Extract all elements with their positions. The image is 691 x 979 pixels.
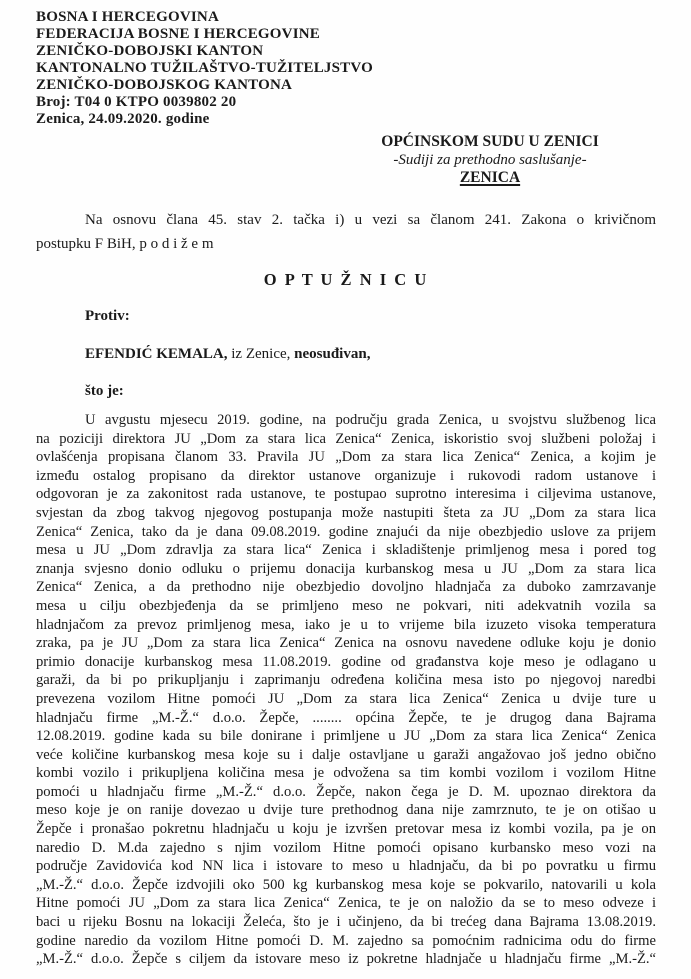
indictment-body-line: mesa u cilju obezbjeđenja da se primljeno meso ne pokvari, niti adekvatnih vozila sa	[36, 597, 656, 614]
document-title: O P T U Ž N I C U	[263, 270, 429, 289]
indictment-body-line: godine naredio da vozilom Hitne pomoći D. M. zajedno sa pomoćnim radnicima odu do firme	[36, 932, 656, 949]
indictment-body-line: „M.-Ž.“ d.o.o. Žepče s ciljem da istovare meso iz pokretne hladnjače u hladnjaču firme „M.-Ž.“	[36, 951, 656, 968]
letterhead-line: ZENIČKO-DOBOJSKOG KANTONA	[36, 77, 293, 93]
defendant-line	[36, 345, 656, 364]
indictment-body-line: mesa u JU „Dom zdravlja za stara lica“ Zenica i skladištenje primljenog mesa i pored tog	[36, 542, 656, 559]
indictment-body-line: „M.-Ž.“ d.o.o. Žepče izdvojili oko 500 kg kurbanskog mesa koje se pokvarilo, natovarili u kola	[36, 876, 656, 893]
defendant-name: EFENDIĆ KEMALA,	[85, 346, 228, 362]
indictment-body-line: U avgustu mjesecu 2019. godine, na području grada Zenica, u svojstvu službenog lica	[85, 412, 656, 428]
indictment-body-line: naredio D. M.da zajedno s njim vozilom Hitne pomoći opisano kurbansko meso vozi na	[36, 839, 656, 856]
legal-basis-line-1: Na osnovu člana 45. stav 2. tačka i) u vezi sa članom 241. Zakona o krivičnom	[85, 212, 656, 228]
indictment-body-line: prevezena vozilom Hitne pomoći JU „Dom za stara lica Zenica“ Zenica u dvije ture u	[36, 690, 656, 707]
indictment-body-line: svjestan da zbog takvog njegovog postupanja može nastupiti šteta za JU „Dom za stara lica	[36, 504, 656, 521]
indictment-body	[36, 411, 656, 969]
letterhead-line: KANTONALNO TUŽILAŠTVO-TUŽITELJSTVO	[36, 60, 373, 76]
addressee-court: OPĆINSKOM SUDU U ZENICI	[381, 133, 599, 150]
indictment-body-line: hladnjačom za prevoz primljenog mesa, iako je u to vrijeme bila izuzeto visoka temperatura	[36, 616, 656, 633]
indictment-body-line: Zenica“ Zenica, tako da je dana 09.08.2019. godine znajući da nije obezbjedio uslove za prijem	[36, 523, 656, 540]
defendant-status: neosuđivan,	[294, 346, 371, 362]
indictment-body-line: ovlašćenja propisana članom 33. Pravila JU „Dom za stara lica Zenica“ Zenica, a kojim je	[36, 449, 656, 466]
addressee-city: ZENICA	[459, 169, 521, 186]
indictment-body-line: znanja svjesno donio odluku o prijemu donacija kurbanskog mesa u JU „Dom za stara lica	[36, 560, 656, 577]
charge-label: što je:	[85, 383, 124, 399]
defendant-origin: iz Zenice,	[227, 346, 295, 362]
indictment-body-line: odgovoran je za zakonitost rada ustanove, te postupao suprotno interesima i ciljevima ustanove,	[36, 486, 656, 503]
indictment-body-line: Žepče i pronašao pokretnu hladnjaču u koju je izvršen pretovar mesa iz kombi vozila, pa je on	[36, 821, 656, 838]
indictment-body-line: na poziciji direktora JU „Dom za stara lica Zenica“ Zenica, iskoristio svoj službeni položaj i	[36, 430, 656, 447]
indictment-body-line: baci u rijeku Bosnu na lokaciji Želeća, što je i učinjeno, da bi trećeg dana Bajrama 13.08.2019.	[36, 914, 656, 931]
letterhead-line: Zenica, 24.09.2020. godine	[36, 111, 210, 127]
indictment-body-line: pomoći u hladnjaču firme „M.-Ž.“ d.o.o. Žepče, nakon čega je D. M. upoznao direktora da	[36, 783, 656, 800]
indictment-body-line: Hitne pomoći JU „Dom za stara lica Zenica“ Zenica, te je on naložio da se to meso odveze i	[36, 895, 656, 912]
indictment-body-line: Zenica“ Zenica, a da prethodno nije obezbjedio dovoljno hladnjača za duboko zamrzavanje	[36, 579, 656, 596]
indictment-body-line: 12.08.2019. godine kada su bile donirane i primljene u JU „Dom za stara lica Zenica“ Zenica	[36, 728, 656, 745]
legal-basis-paragraph	[36, 208, 656, 256]
indictment-body-line: zraka, pa je JU „Dom za stara lica Zenica“ Zenica na osnovu navedene odluke koju je donio	[36, 635, 656, 652]
letterhead	[36, 9, 656, 128]
addressee-block	[330, 133, 650, 187]
indictment-body-line: veće količine kurbanskog mesa koje su i dalje ostavljane u garaži angažovao još jedno obično	[36, 746, 656, 763]
indictment-body-line: između ostalog propisano da direktor ustanove organizuje i rukovodi radom ustanove i	[36, 467, 656, 484]
indictment-body-line: hladnjaču firme „M.-Ž.“ d.o.o. Žepče, ........ općina Žepče, te je drugog dana Bajrama	[36, 709, 656, 726]
letterhead-line: ZENIČKO-DOBOJSKI KANTON	[36, 43, 264, 59]
letterhead-line: BOSNA I HERCEGOVINA	[36, 9, 220, 25]
indictment-body-line: primio donacije kurbanskog mesa 11.08.2019. godine od građanstva koje meso je odlagano u	[36, 653, 656, 670]
legal-basis-line-2: postupku F BiH, p o d i ž e m	[36, 236, 214, 252]
addressee-judge: -Sudiji za prethodno saslušanje-	[393, 152, 587, 168]
letterhead-line: FEDERACIJA BOSNE I HERCEGOVINE	[36, 26, 320, 42]
indictment-body-line: područje Zavidovića kod NN lica i istovare to meso u hladnjaču, da bi po povratku u firmu	[36, 858, 656, 875]
indictment-body-line: meso koje je on ranije dovezao u dvije ture prethodnog dana nije zamrznuto, te je on otišao u	[36, 802, 656, 819]
indictment-body-line: kombi vozilo i prikupljena količina mesa je odvožena sa tim kombi vozilom i vozilom Hitne	[36, 765, 656, 782]
indictment-body-line: garaži, da bi po prikupljanju i zaprimanju određena količina mesa isto po njegovoj naredbi	[36, 672, 656, 689]
against-label: Protiv:	[85, 308, 130, 324]
letterhead-line: Broj: T04 0 KTPO 0039802 20	[36, 94, 237, 110]
